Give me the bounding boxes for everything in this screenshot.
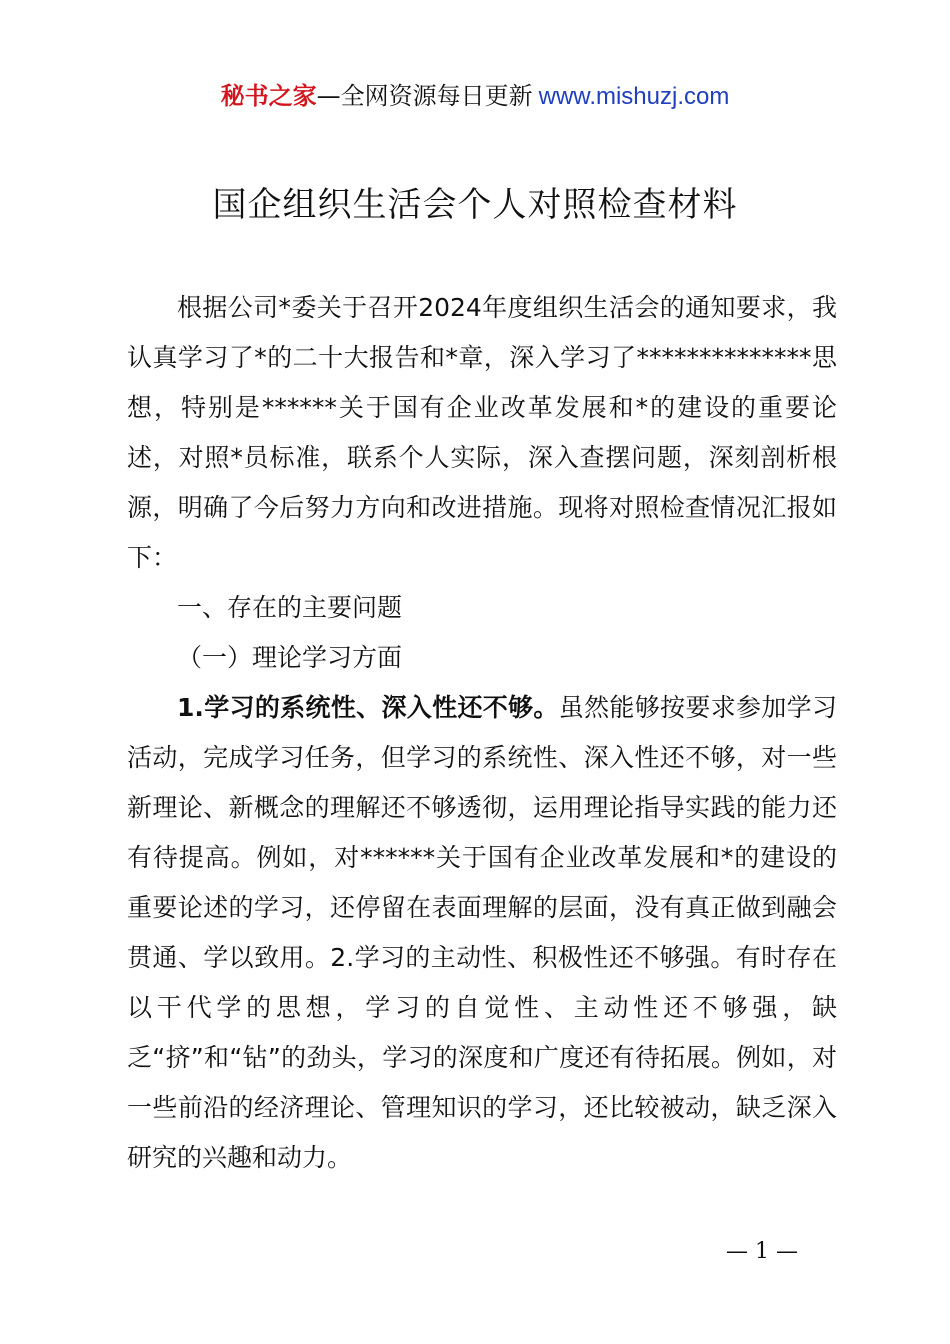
header-tagline: —全网资源每日更新 [316, 82, 533, 110]
section-heading: 一、存在的主要问题 [177, 593, 403, 622]
intro-paragraph: 根据公司*委关于召开2024年度组织生活会的通知要求，我认真学习了*的二十大报告和*章，深入学习了**************思想，特别是******关于国有企业改革发展和*的建设的重要论述，对照*员标准，联系个人实际，深入查摆问题，深刻剖析根源，明确了今后努力方向和改进措施。现将对照检查情况汇报如下： [127, 293, 837, 572]
document-body [127, 283, 837, 1183]
page-number: — 1 — [726, 1239, 798, 1264]
document-title: 国企组织生活会个人对照检查材料 [212, 185, 738, 225]
brand-name: 秘书之家 [220, 82, 317, 110]
subsection-heading: （一）理论学习方面 [177, 643, 403, 672]
site-header [0, 78, 950, 115]
item-paragraph [127, 683, 837, 1183]
item-lead: 1.学习的系统性、深入性还不够。 [177, 693, 559, 722]
site-url-link[interactable]: www.mishuzj.com [538, 83, 730, 110]
item-body: 虽然能够按要求参加学习活动，完成学习任务，但学习的系统性、深入性还不够，对一些新理论、新概念的理解还不够透彻，运用理论指导实践的能力还有待提高。例如，对******关于国有企业改革发展和*的建设的重要论述的学习，还停留在表面理解的层面，没有真正做到融会贯通、学以致用。2.学习的主动性、积极性还不够强。有时存在以干代学的思想，学习的自觉性、主动性还不够强，缺乏“挤”和“钻”的劲头，学习的深度和广度还有待拓展。例如，对一些前沿的经济理论、管理知识的学习，还比较被动，缺乏深入研究的兴趣和动力。 [127, 693, 837, 1172]
